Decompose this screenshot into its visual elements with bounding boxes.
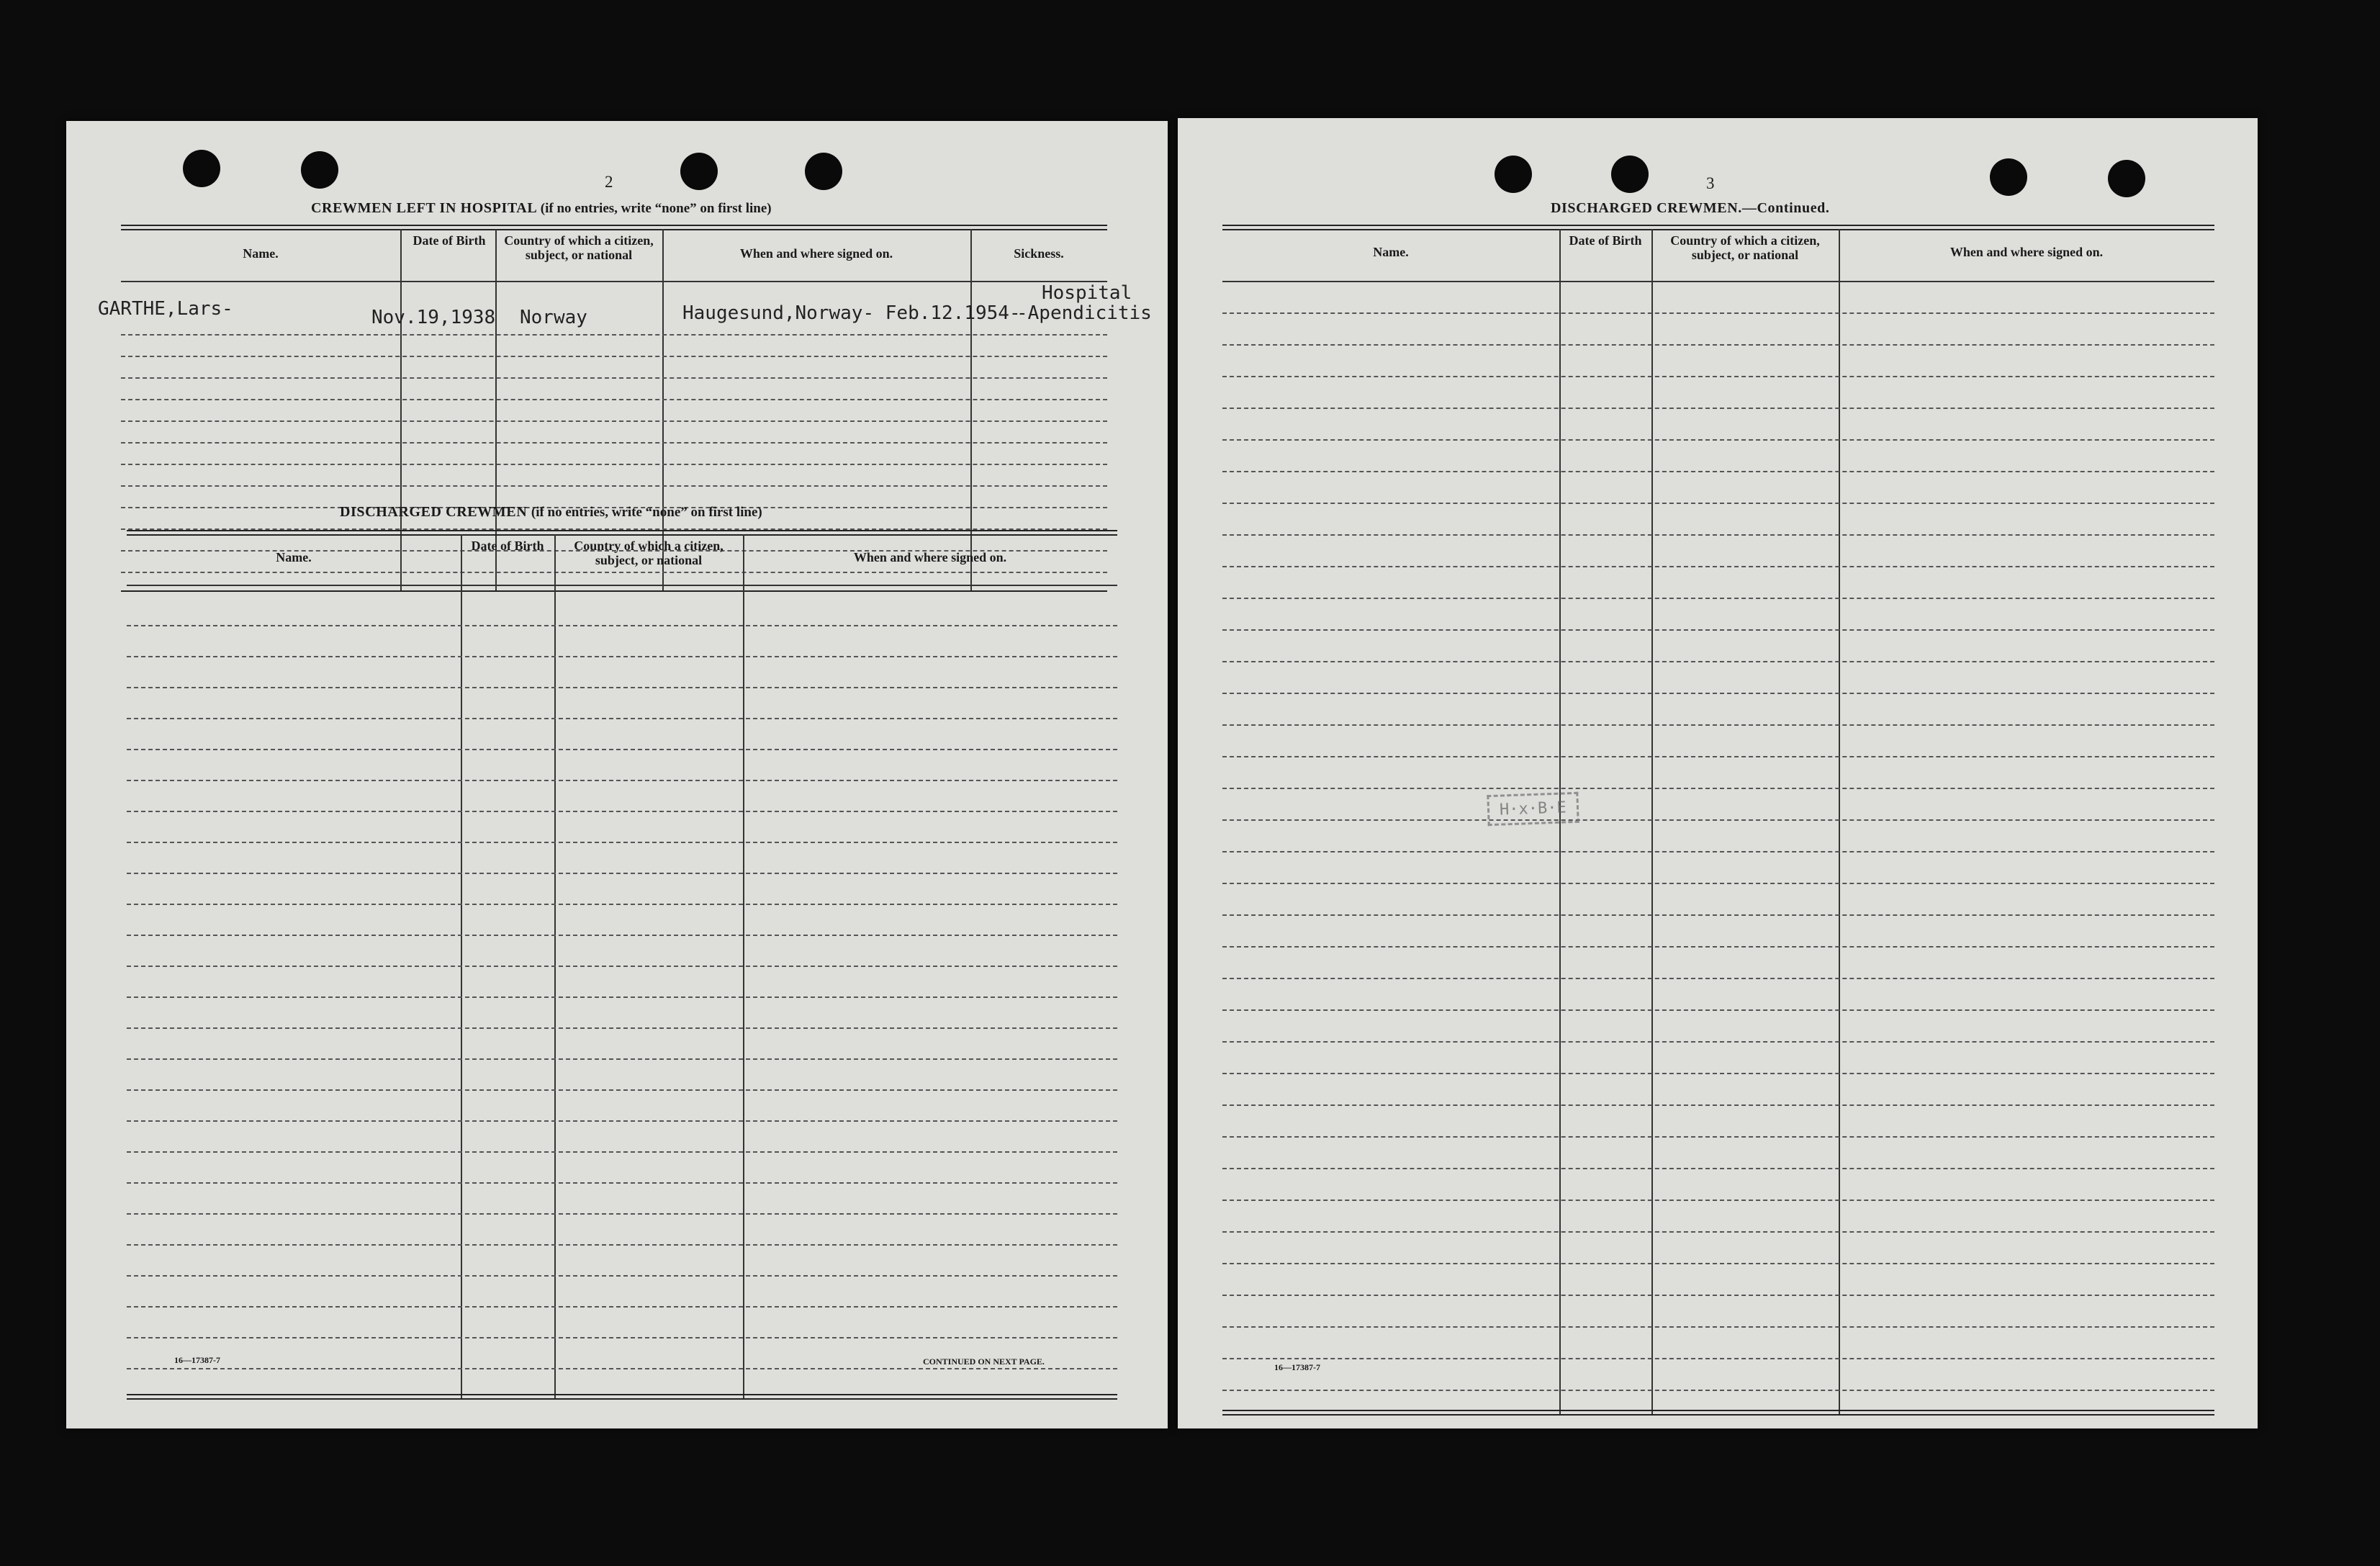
hospital-title-text: CREWMEN LEFT IN HOSPITAL	[311, 200, 537, 216]
discharged-table	[127, 530, 1117, 1408]
discharged-header-country: Country of which a citizen, subject, or national	[574, 539, 724, 567]
form-number: 16—17387-7	[174, 1355, 220, 1365]
hospital-entry-sickness-line1: Hospital	[1042, 282, 1132, 304]
page-number: 2	[605, 173, 613, 191]
continued-header-name: Name.	[1373, 245, 1409, 259]
continued-header-country: Country of which a citizen, subject, or national	[1670, 233, 1820, 262]
discharged-header-dob: Date of Birth	[471, 539, 544, 553]
hospital-header-name: Name.	[243, 246, 279, 261]
form-number: 16—17387-7	[1274, 1362, 1320, 1372]
page-number: 3	[1706, 174, 1715, 192]
hospital-entry-dob: Nov.19,1938	[371, 307, 496, 328]
hospital-entry-name: GARTHE,Lars-	[98, 298, 233, 320]
left-page	[66, 121, 1168, 1428]
hospital-entry-signed: Haugesund,Norway- Feb.12.1954-	[682, 302, 1021, 324]
punch-hole	[680, 153, 718, 190]
punch-hole	[301, 151, 338, 189]
hospital-title-note: (if no entries, write “none” on first line)	[540, 201, 772, 216]
continued-header-signed: When and where signed on.	[1949, 245, 2104, 259]
right-page	[1178, 118, 2258, 1428]
hospital-header-sickness: Sickness.	[1014, 246, 1064, 261]
hospital-header-country: Country of which a citizen, subject, or national	[504, 233, 654, 262]
hospital-entry-country: Norway	[520, 307, 587, 328]
punch-hole	[1495, 156, 1532, 193]
discharged-section-title	[340, 504, 762, 521]
discharged-header-signed: When and where signed on.	[853, 550, 1007, 564]
punch-hole	[1990, 158, 2027, 196]
discharged-header-name: Name.	[276, 550, 312, 564]
continued-header-dob: Date of Birth	[1569, 233, 1642, 248]
discharged-title-text: DISCHARGED CREWMEN	[340, 504, 528, 520]
punch-hole	[805, 153, 842, 190]
hospital-section-title	[311, 200, 772, 217]
hospital-header-dob: Date of Birth	[413, 233, 486, 248]
hospital-header-signed: When and where signed on.	[739, 246, 893, 261]
discharged-continued-table	[1222, 225, 2214, 1420]
hospital-entry-sickness-line2: -Apendicitis	[1017, 302, 1152, 324]
discharged-continued-title: DISCHARGED CREWMEN.—Continued.	[1551, 200, 1830, 216]
punch-hole	[183, 150, 220, 187]
continued-note: CONTINUED ON NEXT PAGE.	[923, 1356, 1045, 1367]
faded-stamp: H·x·B·E	[1487, 792, 1579, 826]
punch-hole	[1611, 156, 1649, 193]
punch-hole	[2108, 160, 2145, 197]
discharged-title-note: (if no entries, write “none” on first line)	[531, 505, 762, 520]
